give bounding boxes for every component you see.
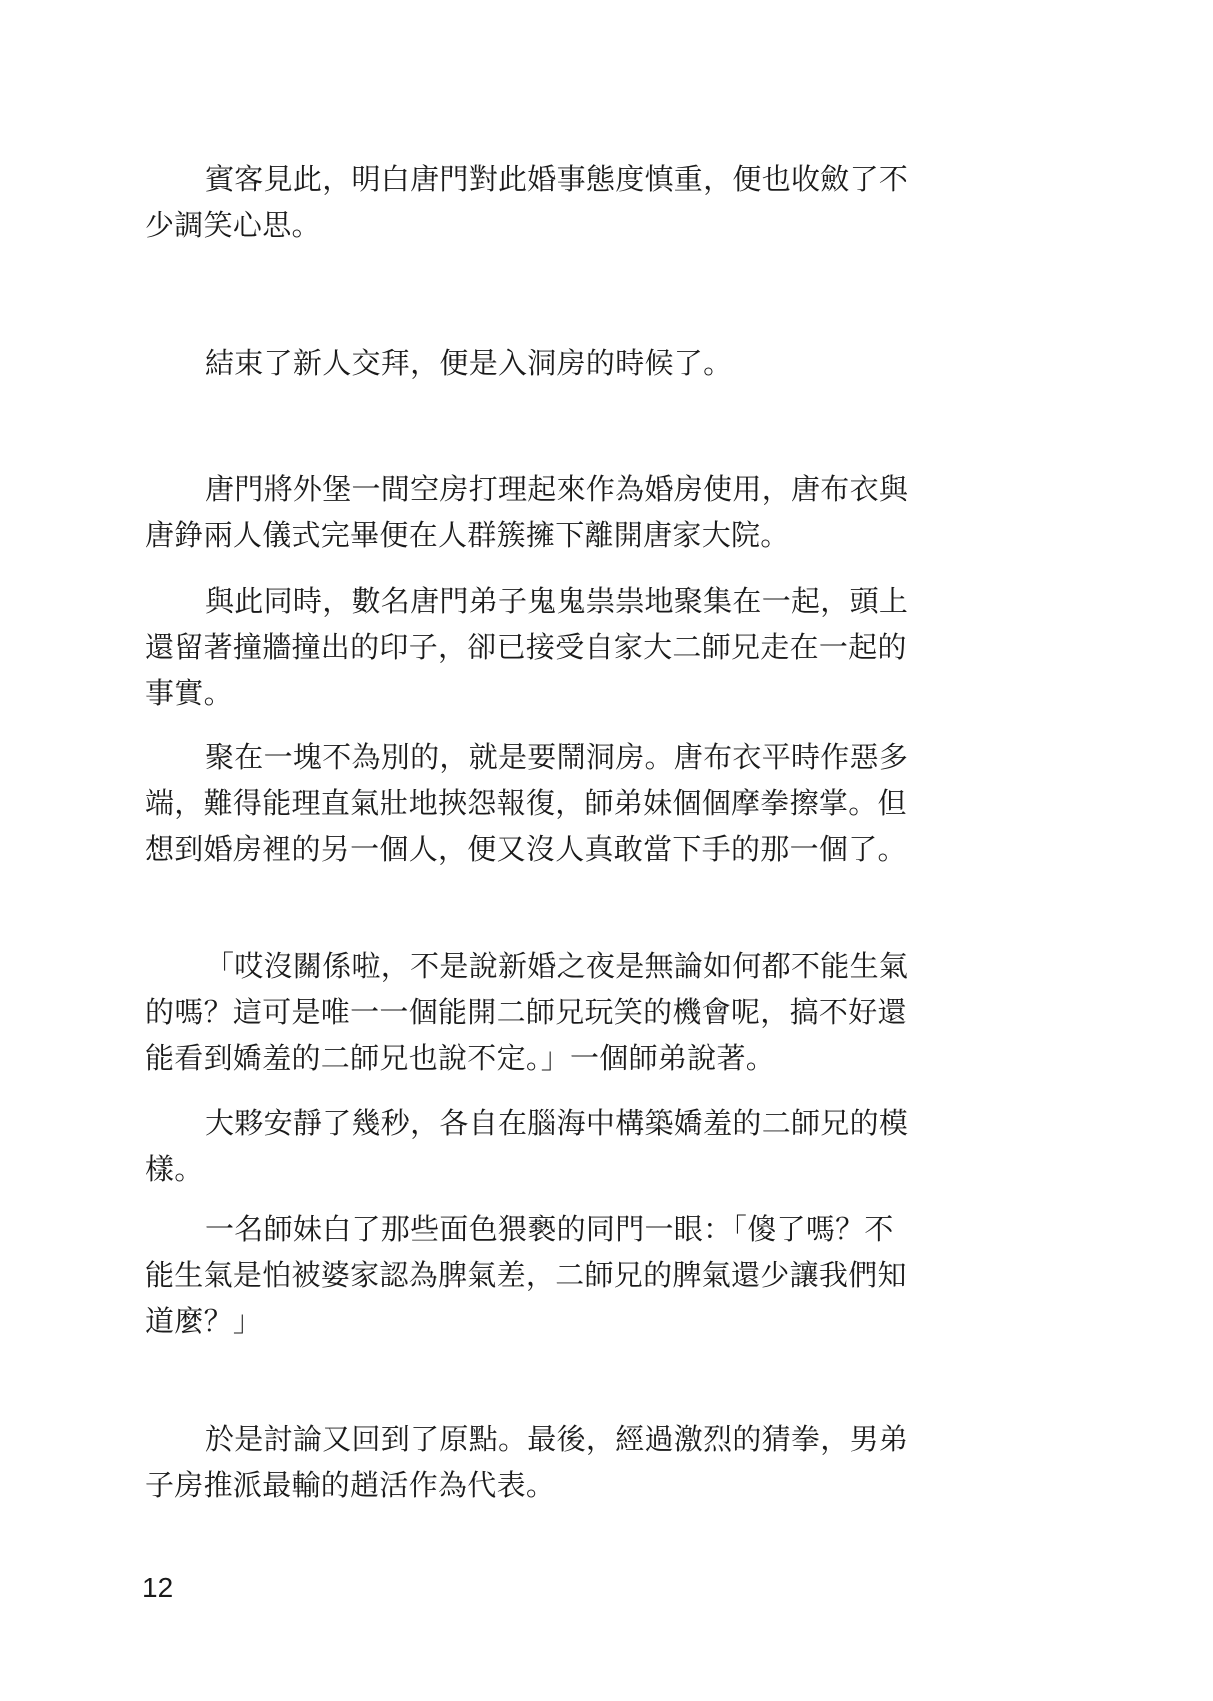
paragraph-line: 想到婚房裡的另一個人，便又沒人真敢當下手的那一個了。 — [145, 832, 907, 866]
paragraph-line: 大夥安靜了幾秒，各自在腦海中構築嬌羞的二師兄的模 — [205, 1106, 909, 1140]
paragraph-line: 一名師妹白了那些面色猥褻的同門一眼：「傻了嗎？不 — [205, 1212, 894, 1246]
paragraph-line: 的嗎？這可是唯一一個能開二師兄玩笑的機會呢，搞不好還 — [145, 995, 907, 1029]
paragraph-6 — [145, 943, 945, 1081]
paragraph-line: 端，難得能理直氣壯地挾怨報復，師弟妹個個摩拳擦掌。但 — [145, 786, 907, 820]
paragraph-line: 唐門將外堡一間空房打理起來作為婚房使用，唐布衣與 — [205, 472, 909, 506]
paragraph-3 — [145, 466, 945, 558]
paragraph-line: 能生氣是怕被婆家認為脾氣差，二師兄的脾氣還少讓我們知 — [145, 1258, 907, 1292]
paragraph-line: 能看到嬌羞的二師兄也說不定。」一個師弟說著。 — [145, 1041, 776, 1075]
page-number: 12 — [142, 1572, 174, 1603]
paragraph-5 — [145, 734, 945, 872]
paragraph-line: 於是討論又回到了原點。最後，經過激烈的猜拳，男弟 — [205, 1422, 909, 1456]
paragraph-line: 事實。 — [145, 676, 233, 710]
paragraph-1 — [145, 156, 945, 248]
paragraph-line: 唐錚兩人儀式完畢便在人群簇擁下離開唐家大院。 — [145, 518, 790, 552]
paragraph-2 — [145, 340, 945, 386]
paragraph-7 — [145, 1100, 945, 1192]
paragraph-4 — [145, 578, 945, 716]
paragraph-line: 子房推派最輸的趙活作為代表。 — [145, 1468, 556, 1502]
paragraph-line: 還留著撞牆撞出的印子，卻已接受自家大二師兄走在一起的 — [145, 630, 907, 664]
paragraph-line: 少調笑心思。 — [145, 208, 321, 242]
paragraph-8 — [145, 1206, 945, 1344]
paragraph-line: 樣。 — [145, 1152, 204, 1186]
paragraph-line: 道麼？」 — [145, 1304, 263, 1338]
paragraph-line: 結束了新人交拜，便是入洞房的時候了。 — [205, 346, 733, 380]
paragraph-line: 與此同時，數名唐門弟子鬼鬼祟祟地聚集在一起，頭上 — [205, 584, 909, 618]
paragraph-9 — [145, 1416, 945, 1508]
paragraph-line: 「哎沒關係啦，不是說新婚之夜是無論如何都不能生氣 — [205, 949, 909, 983]
paragraph-line: 賓客見此，明白唐門對此婚事態度慎重，便也收斂了不 — [205, 162, 909, 196]
paragraph-line: 聚在一塊不為別的，就是要鬧洞房。唐布衣平時作惡多 — [205, 740, 909, 774]
